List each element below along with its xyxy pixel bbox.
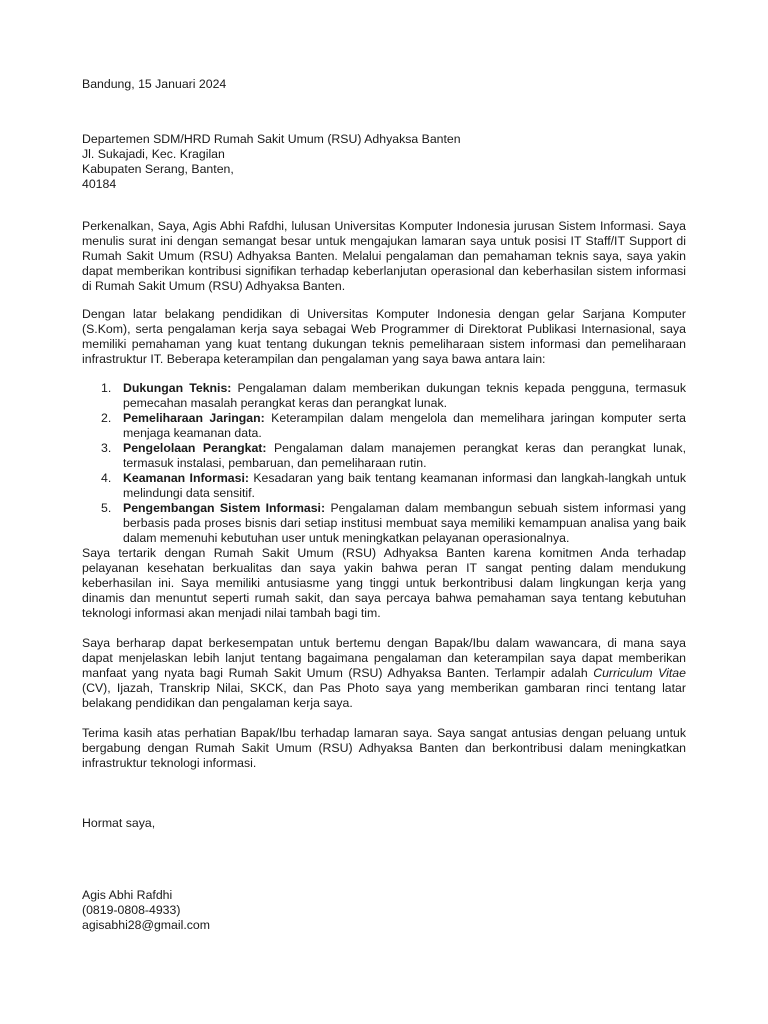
paragraph-interest: Saya tertarik dengan Rumah Sakit Umum (RSU) Adhyaksa Banten karena komitmen Anda terhadap pelayanan kesehatan berkualitas dan saya yakin bahwa peran IT sangat penting dalam mendukung keberhasilan ini. Saya memiliki antusiasme yang tinggi untuk berkontribusi dalam lingkungan kerja yang dinamis dan menuntut seperti rumah sakit, dan saya percaya bahwa pemahaman saya tentang kebutuhan teknologi informasi akan menjadi nilai tambah bagi tim. xyxy=(82,546,686,620)
recipient-line: Kabupaten Serang, Banten, xyxy=(82,162,234,176)
list-number: 5. xyxy=(101,501,112,515)
recipient-address xyxy=(82,132,686,192)
signature-phone: (0819-0808-4933) xyxy=(82,903,181,917)
list-item xyxy=(82,381,686,411)
list-item xyxy=(82,441,686,471)
list-item-title: Pengembangan Sistem Informasi: xyxy=(123,501,326,515)
paragraph-intro: Perkenalkan, Saya, Agis Abhi Rafdhi, lulusan Universitas Komputer Indonesia jurusan Sistem Informasi. Saya menulis surat ini dengan semangat besar untuk mengajukan lamaran saya untuk posisi IT Staff/IT Support di Rumah Sakit Umum (RSU) Adhyaksa Banten. Melalui pengalaman dan pemahaman teknis saya, saya yakin dapat memberikan kontribusi signifikan terhadap keberlanjutan operasional dan keberhasilan sistem informasi di Rumah Sakit Umum (RSU) Adhyaksa Banten. xyxy=(82,219,686,293)
list-item-text: Pengalaman dalam manajemen perangkat keras dan perangkat lunak, termasuk instalasi, pembaruan, dan pemeliharaan rutin. xyxy=(123,441,686,470)
recipient-line: Departemen SDM/HRD Rumah Sakit Umum (RSU) Adhyaksa Banten xyxy=(82,132,461,146)
recipient-line: 40184 xyxy=(82,177,117,191)
signature-block xyxy=(82,888,686,933)
list-item-text: Pengalaman dalam memberikan dukungan teknis kepada pengguna, termasuk pemecahan masalah perangkat keras dan perangkat lunak. xyxy=(123,381,686,410)
paragraph-attachments xyxy=(82,636,686,711)
cv-term: Curriculum Vitae xyxy=(593,666,686,680)
list-item xyxy=(82,411,686,441)
list-number: 2. xyxy=(101,411,112,425)
signature-name: Agis Abhi Rafdhi xyxy=(82,888,173,902)
list-number: 1. xyxy=(101,381,112,395)
list-item-title: Pengelolaan Perangkat: xyxy=(123,441,267,455)
signature-email: agisabhi28@gmail.com xyxy=(82,918,211,932)
skills-list xyxy=(82,381,686,546)
paragraph-thanks: Terima kasih atas perhatian Bapak/Ibu terhadap lamaran saya. Saya sangat antusias dengan peluang untuk bergabung dengan Rumah Sakit Umum (RSU) Adhyaksa Banten dan berkontribusi dalam meningkatkan infrastruktur teknologi informasi. xyxy=(82,726,686,770)
place-date: Bandung, 15 Januari 2024 xyxy=(82,77,227,91)
closing: Hormat saya, xyxy=(82,816,156,830)
list-item-text: Keterampilan dalam mengelola dan memelihara jaringan komputer serta menjaga keamanan data. xyxy=(123,411,686,440)
list-item-text: Pengalaman dalam membangun sebuah sistem informasi yang berbasis pada proses bisnis dari setiap institusi membuat saya memiliki kemampuan analisa yang baik dalam memenuhi kebutuhan user untuk meningkatkan pelayanan operasionalnya. xyxy=(123,501,686,545)
list-number: 4. xyxy=(101,471,112,485)
list-item-title: Dukungan Teknis: xyxy=(123,381,232,395)
list-item xyxy=(82,501,686,546)
list-item-title: Pemeliharaan Jaringan: xyxy=(123,411,265,425)
recipient-line: Jl. Sukajadi, Kec. Kragilan xyxy=(82,147,225,161)
list-item-title: Keamanan Informasi: xyxy=(123,471,249,485)
list-item-text: Kesadaran yang baik tentang keamanan informasi dan langkah-langkah untuk melindungi data sensitif. xyxy=(123,471,686,500)
attachments-text-1: Saya berharap dapat berkesempatan untuk bertemu dengan Bapak/Ibu dalam wawancara, di mana saya dapat menjelaskan lebih lanjut tentang bagaimana pengalaman dan keterampilan saya dapat memberikan manfaat yang nyata bagi Rumah Sakit Umum (RSU) Adhyaksa Banten. Terlampir adalah xyxy=(82,636,686,680)
list-item xyxy=(82,471,686,501)
attachments-text-2: (CV), Ijazah, Transkrip Nilai, SKCK, dan Pas Photo saya yang memberikan gambaran rinci tentang latar belakang pendidikan dan pengalaman kerja saya. xyxy=(82,681,686,710)
paragraph-background: Dengan latar belakang pendidikan di Universitas Komputer Indonesia dengan gelar Sarjana Komputer (S.Kom), serta pengalaman kerja saya sebagai Web Programmer di Direktorat Publikasi Internasional, saya memiliki pemahaman yang kuat tentang dukungan teknis pemeliharaan sistem informasi dan pemeliharaan infrastruktur IT. Beberapa keterampilan dan pengalaman yang saya bawa antara lain: xyxy=(82,307,686,366)
list-number: 3. xyxy=(101,441,112,455)
